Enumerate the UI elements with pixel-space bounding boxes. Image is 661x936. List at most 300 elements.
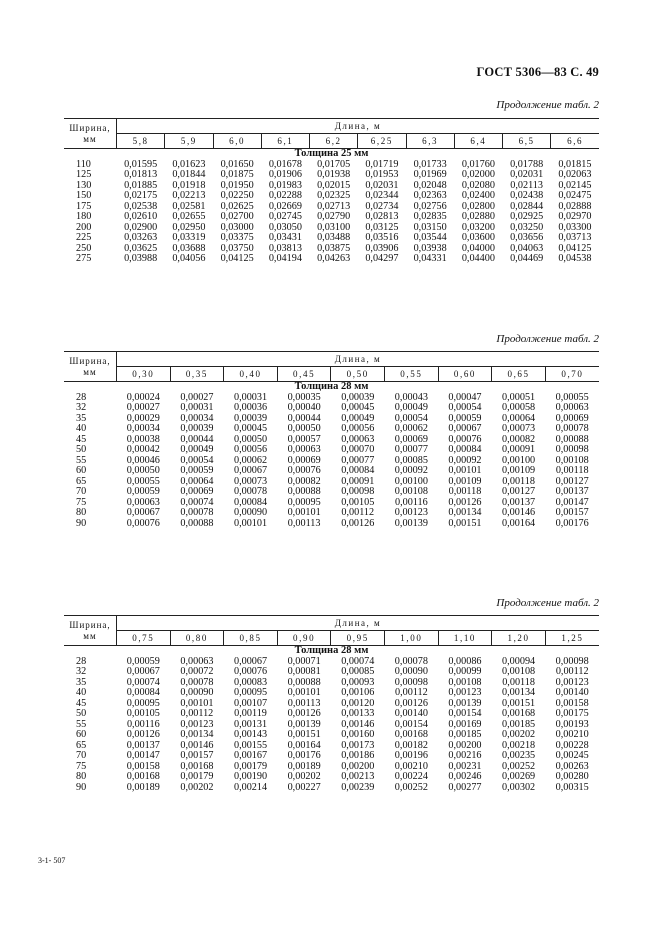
volume-cell: 0,00055 — [555, 391, 589, 403]
volume-cell: 0,02610 — [124, 211, 158, 222]
volume-cell: 0,00101 — [180, 697, 214, 709]
width-cell: 275 — [76, 253, 92, 264]
volume-cell: 0,01678 — [268, 158, 302, 170]
volume-cell: 0,00139 — [287, 718, 321, 730]
volume-cell: 0,00107 — [233, 697, 268, 709]
volume-cell: 0,00031 — [233, 391, 268, 403]
volume-cell: 0,00088 — [287, 676, 321, 688]
volume-cell: 0,00055 — [126, 475, 160, 487]
volume-cell: 0,02288 — [268, 190, 302, 201]
volume-cell: 0,01885 — [124, 179, 158, 191]
volume-cell: 0,00160 — [341, 729, 375, 740]
volume-cell: 0,00050 — [126, 465, 160, 476]
volume-cell: 0,00126 — [126, 729, 160, 740]
length-values-row — [64, 367, 599, 382]
volume-cell: 0,00040 — [287, 402, 321, 413]
length-header: 6,4 — [454, 134, 502, 149]
volume-cell: 0,00179 — [233, 760, 268, 772]
volume-cell: 0,00189 — [287, 760, 321, 772]
volume-cell: 0,00095 — [233, 687, 268, 698]
volume-cell: 0,02063 — [558, 169, 592, 180]
width-cell: 80 — [76, 507, 87, 518]
volume-cell: 0,00154 — [394, 718, 428, 730]
volume-cell: 0,00146 — [180, 739, 214, 751]
volume-cell: 0,00151 — [502, 697, 536, 709]
volume-cell: 0,00127 — [502, 486, 536, 497]
volume-cell: 0,00085 — [394, 454, 428, 466]
volume-cell: 0,01705 — [317, 158, 351, 170]
volume-cell: 0,00118 — [502, 475, 535, 487]
volume-cell: 0,00120 — [341, 697, 375, 709]
volume-cell: 0,00067 — [126, 666, 160, 677]
volume-cell: 0,00218 — [502, 739, 536, 751]
volume-cell: 0,00116 — [126, 718, 160, 730]
table-row — [64, 445, 599, 456]
width-cell: 40 — [76, 423, 87, 434]
header-row — [64, 616, 599, 631]
volume-cell: 0,00039 — [180, 423, 214, 434]
volume-cell: 0,02250 — [220, 190, 254, 201]
volume-cell: 0,00090 — [180, 687, 214, 698]
volume-table-25mm — [64, 118, 599, 265]
volume-cell: 0,00157 — [180, 750, 214, 761]
width-cell: 250 — [76, 242, 92, 254]
volume-cell: 0,02713 — [317, 200, 351, 212]
table-row — [64, 212, 599, 223]
volume-cell: 0,00092 — [394, 465, 428, 476]
volume-cell: 0,00093 — [341, 676, 375, 688]
length-values-row — [64, 134, 599, 149]
volume-cell: 0,00090 — [394, 666, 428, 677]
volume-cell: 0,02950 — [172, 221, 206, 233]
width-cell: 200 — [76, 221, 92, 233]
length-header: 6,5 — [503, 134, 551, 149]
table-row — [64, 688, 599, 699]
volume-cell: 0,00158 — [555, 697, 589, 709]
volume-cell: 0,02888 — [558, 200, 592, 212]
volume-cell: 0,00126 — [394, 697, 428, 709]
length-caption: Длина, м — [117, 616, 600, 631]
width-cell: 35 — [76, 412, 87, 424]
volume-cell: 0,00078 — [180, 507, 214, 518]
length-header: 0,30 — [117, 367, 171, 382]
volume-cell: 0,00043 — [394, 391, 428, 403]
volume-cell: 0,02655 — [172, 211, 206, 222]
width-cell: 75 — [76, 760, 87, 772]
volume-cell: 0,02581 — [172, 200, 206, 212]
volume-cell: 0,01906 — [268, 169, 302, 180]
volume-cell: 0,00077 — [341, 454, 375, 466]
length-header: 0,40 — [224, 367, 278, 382]
volume-cell: 0,00169 — [448, 718, 482, 730]
width-column-header: Ширина, мм — [64, 352, 117, 382]
volume-cell: 0,02900 — [124, 221, 158, 233]
volume-cell: 0,00155 — [233, 739, 268, 751]
length-header: 0,50 — [331, 367, 385, 382]
table-row — [64, 466, 599, 477]
volume-cell: 0,02175 — [124, 190, 158, 201]
volume-cell: 0,00084 — [126, 687, 160, 698]
volume-cell: 0,00108 — [555, 454, 589, 466]
volume-cell: 0,00151 — [448, 517, 482, 529]
page-header: ГОСТ 5306—83 С. 49 — [476, 65, 599, 79]
width-cell: 45 — [76, 697, 87, 709]
volume-cell: 0,03150 — [413, 221, 447, 233]
width-cell: 75 — [76, 496, 87, 508]
volume-cell: 0,00046 — [126, 454, 160, 466]
volume-cell: 0,00200 — [341, 760, 375, 772]
volume-cell: 0,04056 — [172, 253, 206, 264]
table-body — [64, 149, 599, 265]
volume-cell: 0,00084 — [448, 444, 482, 455]
volume-cell: 0,00126 — [448, 496, 482, 508]
width-column-header: Ширина, мм — [64, 119, 117, 149]
table-continuation-note: Продолжение табл. 2 — [496, 333, 599, 345]
length-header: 0,70 — [545, 367, 599, 382]
volume-cell: 0,00127 — [555, 475, 589, 487]
volume-cell: 0,02800 — [461, 200, 495, 212]
volume-cell: 0,00078 — [233, 486, 268, 497]
volume-cell: 0,01983 — [268, 179, 302, 191]
header-row — [64, 352, 599, 367]
volume-cell: 0,00054 — [180, 454, 214, 466]
volume-cell: 0,00049 — [180, 444, 214, 455]
volume-cell: 0,00069 — [555, 412, 589, 424]
volume-cell: 0,04194 — [268, 253, 302, 264]
table-row — [64, 487, 599, 498]
volume-cell: 0,00108 — [448, 676, 482, 688]
print-code: 3-1- 507 — [38, 856, 66, 865]
volume-cell: 0,03713 — [558, 232, 592, 243]
volume-cell: 0,00039 — [341, 391, 375, 403]
volume-cell: 0,02844 — [510, 200, 544, 212]
volume-cell: 0,00196 — [394, 750, 428, 761]
volume-cell: 0,00190 — [233, 771, 268, 782]
volume-cell: 0,00094 — [502, 655, 536, 667]
table-body — [64, 646, 599, 794]
volume-cell: 0,00069 — [394, 433, 428, 445]
volume-cell: 0,00123 — [394, 507, 428, 518]
volume-cell: 0,00100 — [394, 475, 428, 487]
volume-cell: 0,00134 — [448, 507, 482, 518]
volume-cell: 0,00252 — [394, 781, 428, 793]
width-cell: 65 — [76, 475, 87, 487]
volume-cell: 0,03375 — [220, 232, 254, 243]
volume-cell: 0,02970 — [558, 211, 592, 222]
volume-cell: 0,00063 — [287, 444, 321, 455]
volume-cell: 0,04263 — [317, 253, 351, 264]
volume-cell: 0,04125 — [558, 242, 592, 254]
volume-cell: 0,00101 — [287, 687, 321, 698]
width-cell: 125 — [76, 169, 92, 180]
length-header: 0,85 — [224, 631, 278, 646]
length-header: 1,20 — [492, 631, 546, 646]
table-row — [64, 519, 599, 530]
volume-cell: 0,00072 — [180, 666, 214, 677]
volume-cell: 0,00064 — [180, 475, 214, 487]
volume-cell: 0,00056 — [233, 444, 268, 455]
volume-cell: 0,00213 — [341, 771, 375, 782]
volume-cell: 0,00038 — [126, 433, 160, 445]
volume-cell: 0,00100 — [502, 454, 536, 466]
volume-cell: 0,00078 — [555, 423, 589, 434]
thickness-row — [64, 149, 599, 160]
volume-cell: 0,00086 — [448, 655, 482, 667]
table-row — [64, 751, 599, 762]
volume-cell: 0,00302 — [502, 781, 536, 793]
table-row — [64, 783, 599, 794]
volume-cell: 0,00059 — [126, 486, 160, 497]
volume-cell: 0,03100 — [317, 221, 351, 233]
volume-cell: 0,01760 — [461, 158, 495, 170]
volume-cell: 0,00039 — [233, 412, 268, 424]
volume-cell: 0,00113 — [287, 697, 321, 709]
volume-cell: 0,02700 — [220, 211, 254, 222]
length-header: 5,9 — [165, 134, 213, 149]
volume-cell: 0,03544 — [413, 232, 447, 243]
volume-cell: 0,00179 — [180, 771, 214, 782]
table-row — [64, 730, 599, 741]
volume-cell: 0,00139 — [394, 517, 428, 529]
volume-cell: 0,00185 — [448, 729, 482, 740]
length-values-row — [64, 631, 599, 646]
volume-cell: 0,00042 — [126, 444, 160, 455]
length-header: 0,90 — [277, 631, 331, 646]
volume-cell: 0,04125 — [220, 253, 254, 264]
volume-cell: 0,03906 — [365, 242, 399, 254]
volume-cell: 0,04400 — [461, 253, 495, 264]
volume-cell: 0,02400 — [461, 190, 495, 201]
volume-cell: 0,00193 — [555, 718, 589, 730]
volume-cell: 0,00164 — [287, 739, 321, 751]
width-column-header: Ширина, мм — [64, 616, 117, 646]
volume-cell: 0,00105 — [126, 708, 160, 719]
volume-cell: 0,02000 — [461, 169, 495, 180]
volume-cell: 0,00099 — [448, 666, 482, 677]
volume-cell: 0,00027 — [126, 402, 160, 413]
table-row — [64, 508, 599, 519]
volume-cell: 0,02835 — [413, 211, 447, 222]
volume-cell: 0,01719 — [365, 158, 399, 170]
volume-cell: 0,00112 — [341, 507, 375, 518]
volume-cell: 0,00214 — [233, 781, 268, 793]
table-row — [64, 403, 599, 414]
volume-cell: 0,00088 — [555, 433, 589, 445]
volume-cell: 0,02344 — [365, 190, 399, 201]
length-caption: Длина, м — [117, 119, 600, 134]
volume-cell: 0,00067 — [448, 423, 482, 434]
volume-cell: 0,00084 — [233, 496, 268, 508]
table-continuation-note: Продолжение табл. 2 — [496, 99, 599, 111]
volume-cell: 0,00137 — [126, 739, 160, 751]
volume-cell: 0,00063 — [180, 655, 214, 667]
width-cell: 32 — [76, 666, 87, 677]
volume-cell: 0,04000 — [461, 242, 495, 254]
width-cell: 80 — [76, 771, 87, 782]
volume-cell: 0,00151 — [287, 729, 321, 740]
volume-cell: 0,00112 — [394, 687, 428, 698]
volume-cell: 0,02790 — [317, 211, 351, 222]
width-cell: 45 — [76, 433, 87, 445]
volume-cell: 0,00049 — [394, 402, 428, 413]
volume-cell: 0,03656 — [510, 232, 544, 243]
volume-cell: 0,00035 — [287, 391, 321, 403]
volume-cell: 0,03000 — [220, 221, 254, 233]
volume-cell: 0,00112 — [180, 708, 214, 719]
volume-cell: 0,00029 — [126, 412, 160, 424]
volume-cell: 0,00235 — [502, 750, 536, 761]
volume-cell: 0,00269 — [502, 771, 536, 782]
volume-cell: 0,00143 — [233, 729, 268, 740]
volume-cell: 0,00063 — [341, 433, 375, 445]
length-header: 0,80 — [170, 631, 224, 646]
volume-cell: 0,00091 — [502, 444, 536, 455]
volume-cell: 0,00082 — [287, 475, 321, 487]
table-row — [64, 170, 599, 181]
volume-cell: 0,00045 — [341, 402, 375, 413]
volume-cell: 0,02880 — [461, 211, 495, 222]
volume-cell: 0,00123 — [555, 676, 589, 688]
length-header: 0,75 — [117, 631, 171, 646]
volume-cell: 0,00027 — [180, 391, 214, 403]
table-continuation-note: Продолжение табл. 2 — [496, 597, 599, 609]
volume-cell: 0,00062 — [233, 454, 268, 466]
length-header: 0,60 — [438, 367, 492, 382]
volume-cell: 0,00185 — [502, 718, 536, 730]
volume-cell: 0,00074 — [180, 496, 214, 508]
volume-cell: 0,00147 — [555, 496, 589, 508]
volume-cell: 0,03488 — [317, 232, 351, 243]
width-cell: 55 — [76, 454, 87, 466]
volume-cell: 0,01844 — [172, 169, 206, 180]
volume-cell: 0,00113 — [287, 517, 321, 529]
volume-cell: 0,00064 — [502, 412, 536, 424]
width-cell: 35 — [76, 676, 87, 688]
volume-cell: 0,00231 — [448, 760, 482, 772]
volume-cell: 0,00049 — [341, 412, 375, 424]
volume-cell: 0,00167 — [233, 750, 268, 761]
volume-cell: 0,00200 — [448, 739, 482, 751]
volume-cell: 0,00101 — [448, 465, 482, 476]
volume-cell: 0,00224 — [394, 771, 428, 782]
width-cell: 90 — [76, 781, 87, 793]
volume-cell: 0,00085 — [341, 666, 375, 677]
volume-cell: 0,00076 — [287, 465, 321, 476]
volume-cell: 0,00168 — [126, 771, 160, 782]
volume-cell: 0,03750 — [220, 242, 254, 254]
volume-cell: 0,00137 — [502, 496, 536, 508]
volume-cell: 0,02734 — [365, 200, 399, 212]
volume-cell: 0,00036 — [233, 402, 268, 413]
thickness-row — [64, 382, 599, 393]
volume-cell: 0,00076 — [233, 666, 268, 677]
volume-cell: 0,00112 — [555, 666, 589, 677]
volume-cell: 0,02080 — [461, 179, 495, 191]
table-row — [64, 772, 599, 783]
table-row — [64, 191, 599, 202]
length-header: 0,45 — [277, 367, 331, 382]
volume-cell: 0,00062 — [394, 423, 428, 434]
length-header: 5,8 — [117, 134, 165, 149]
table-row — [64, 233, 599, 244]
length-header: 0,65 — [492, 367, 546, 382]
length-header: 6,3 — [406, 134, 454, 149]
volume-cell: 0,00137 — [555, 486, 589, 497]
volume-cell: 0,00059 — [180, 465, 214, 476]
thickness-label: Толщина 25 мм — [294, 148, 369, 159]
volume-cell: 0,00175 — [555, 708, 589, 719]
volume-cell: 0,00173 — [341, 739, 375, 751]
volume-cell: 0,00147 — [126, 750, 160, 761]
length-header: 1,10 — [438, 631, 492, 646]
volume-cell: 0,02813 — [365, 211, 399, 222]
volume-cell: 0,00090 — [233, 507, 268, 518]
volume-cell: 0,02213 — [172, 190, 206, 201]
volume-table-28mm-short — [64, 351, 599, 529]
volume-cell: 0,00098 — [394, 676, 428, 688]
volume-cell: 0,03250 — [510, 221, 544, 233]
volume-cell: 0,02015 — [317, 179, 351, 191]
volume-cell: 0,00210 — [394, 760, 428, 772]
volume-cell: 0,00134 — [180, 729, 214, 740]
width-cell: 50 — [76, 444, 87, 455]
table-header — [64, 119, 599, 149]
volume-cell: 0,00091 — [341, 475, 375, 487]
volume-cell: 0,04538 — [558, 253, 592, 264]
volume-cell: 0,04331 — [413, 253, 447, 264]
table-row — [64, 709, 599, 720]
volume-cell: 0,00263 — [555, 760, 589, 772]
length-header: 6,1 — [261, 134, 309, 149]
volume-cell: 0,00044 — [287, 412, 321, 424]
length-header: 6,25 — [358, 134, 406, 149]
volume-cell: 0,00106 — [341, 687, 375, 698]
volume-cell: 0,00146 — [502, 507, 536, 518]
table-row — [64, 667, 599, 678]
volume-cell: 0,01815 — [558, 158, 592, 170]
width-cell: 50 — [76, 708, 87, 719]
volume-cell: 0,02325 — [317, 190, 351, 201]
volume-cell: 0,00078 — [180, 676, 214, 688]
volume-cell: 0,00164 — [502, 517, 536, 529]
volume-cell: 0,00092 — [448, 454, 482, 466]
volume-cell: 0,00047 — [448, 391, 482, 403]
volume-cell: 0,00119 — [234, 708, 267, 719]
volume-cell: 0,00239 — [341, 781, 375, 793]
volume-cell: 0,00034 — [180, 412, 214, 424]
volume-cell: 0,00031 — [180, 402, 214, 413]
volume-cell: 0,02925 — [510, 211, 544, 222]
volume-cell: 0,00202 — [180, 781, 214, 793]
width-cell: 150 — [76, 190, 92, 201]
volume-cell: 0,00105 — [341, 496, 375, 508]
volume-cell: 0,01595 — [124, 158, 158, 170]
volume-cell: 0,01950 — [220, 179, 254, 191]
volume-cell: 0,00073 — [502, 423, 536, 434]
width-cell: 60 — [76, 465, 87, 476]
volume-cell: 0,00154 — [448, 708, 482, 719]
volume-cell: 0,03813 — [268, 242, 302, 254]
width-cell: 110 — [76, 158, 91, 170]
volume-cell: 0,02113 — [510, 179, 543, 191]
volume-cell: 0,04469 — [510, 253, 544, 264]
volume-cell: 0,00109 — [448, 475, 482, 487]
table-header — [64, 352, 599, 382]
volume-cell: 0,03988 — [124, 253, 158, 264]
volume-cell: 0,00076 — [448, 433, 482, 445]
volume-cell: 0,00063 — [126, 496, 160, 508]
table-body — [64, 382, 599, 530]
